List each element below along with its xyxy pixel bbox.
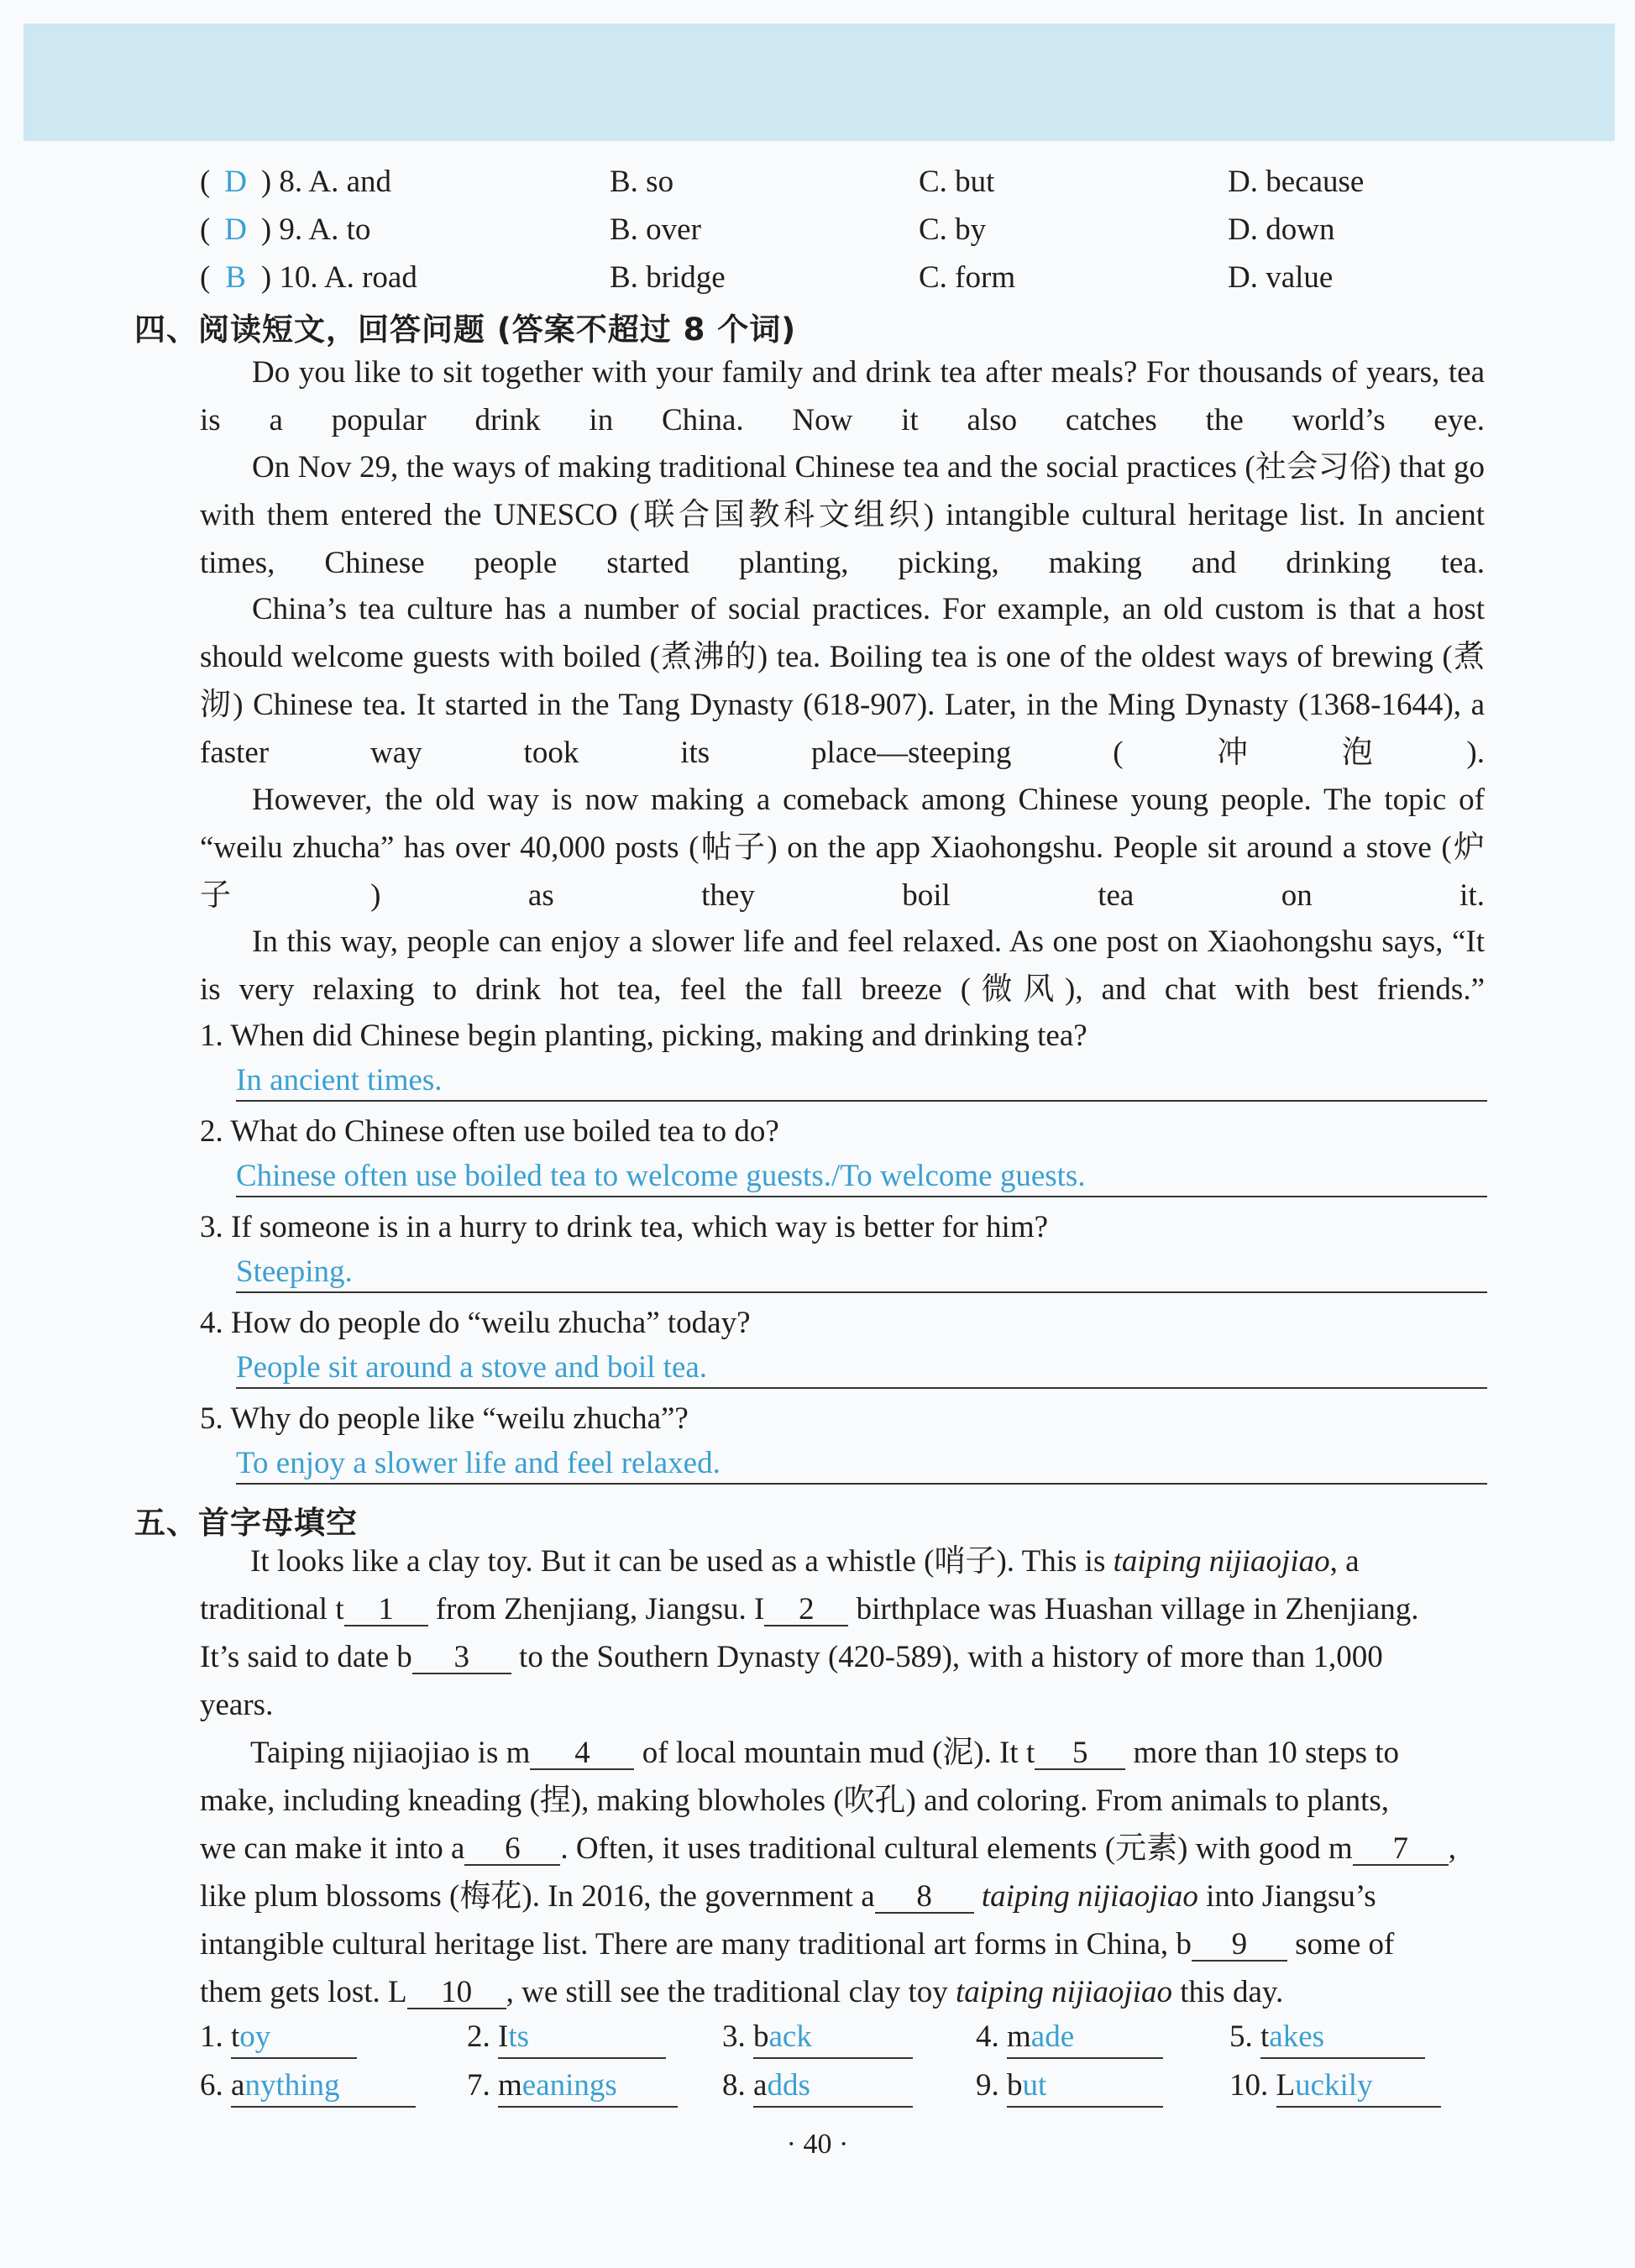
mc-option-c: C. form (919, 260, 1016, 295)
reading-paragraph-1: Do you like to sit together with your family and drink tea after meals? For thousands of years, tea is a popular drink in China. Now it also catches the world’s eye. (200, 355, 1485, 437)
blank-4: 4 (530, 1738, 634, 1770)
answer-text: Steeping. (236, 1254, 353, 1289)
answer-line-3[interactable] (236, 1253, 1487, 1293)
mc-option-c: C. but (919, 165, 995, 199)
mc-option-a: A. and (308, 165, 392, 199)
mc-option-b: B. so (610, 165, 674, 199)
reading-paragraph-5: In this way, people can enjoy a slower life and feel relaxed. As one post on Xiaohongshu says, “It is very relaxing to drink hot tea, feel the fall breeze (微风), and chat with best friends.” (200, 924, 1485, 1007)
question-5: 5. Why do people like “weilu zhucha”? (200, 1401, 689, 1436)
answer-line-1[interactable] (236, 1061, 1487, 1102)
mc-option-a: A. road (323, 260, 417, 295)
fill-answer-2[interactable]: 2. Its (467, 2017, 666, 2059)
answer-text: In ancient times. (236, 1063, 443, 1097)
fill-answer-7[interactable]: 7. meanings (467, 2066, 678, 2108)
blank-5: 5 (1035, 1738, 1125, 1770)
mc-answer: D (224, 165, 247, 199)
mc-row-10: ( B ) 10. A. road (200, 258, 417, 298)
blank-3: 3 (412, 1642, 511, 1674)
mc-number: 8. (279, 165, 303, 199)
reading-paragraph-4: However, the old way is now making a comeback among Chinese young people. The topic of “weilu zhucha” has over 40,000 posts (帖子) on the app Xiaohongshu. People sit around a stove (炉子) as they boil tea on it. (200, 783, 1485, 913)
cloze-line-2: traditional t 1 from Zhenjiang, Jiangsu. I 2 birthplace was Huashan village in Zhenjiang. (200, 1592, 1419, 1626)
reading-paragraph-2: On Nov 29, the ways of making traditional Chinese tea and the social practices (社会习俗) that go with them entered the UNESCO (联合国教科文组织) intangible cultural heritage list. In ancient times, Chinese people started planting, picking, making and drinking tea. (200, 450, 1485, 580)
answer-text: Chinese often use boiled tea to welcome guests./To welcome guests. (236, 1159, 1086, 1193)
answer-line-2[interactable] (236, 1157, 1487, 1197)
mc-option-b: B. over (610, 212, 701, 247)
cloze-line-1: It looks like a clay toy. But it can be used as a whistle (哨子). This is taiping nijiaojiao, a (250, 1544, 1360, 1579)
mc-number: 10. (279, 260, 318, 295)
cloze-line-8: like plum blossoms (梅花). In 2016, the government a 8 taiping nijiaojiao into Jiangsu’s (200, 1879, 1376, 1914)
fill-answer-5[interactable]: 5. takes (1229, 2017, 1425, 2059)
cloze-line-9: intangible cultural heritage list. There are many traditional art forms in China, b 9 some of (200, 1927, 1395, 1962)
fill-answer-10[interactable]: 10. Luckily (1229, 2066, 1441, 2108)
mc-number: 9. (279, 212, 303, 247)
cloze-line-3: It’s said to date b 3 to the Southern Dynasty (420-589), with a history of more than 1,000 (200, 1640, 1383, 1674)
section-heading-reading: 四、阅读短文，回答问题 (答案不超过 8 个词) (134, 312, 797, 348)
blank-1: 1 (344, 1595, 428, 1626)
mc-option-c: C. by (919, 212, 987, 247)
cloze-line-4: years. (200, 1688, 274, 1722)
question-4: 4. How do people do “weilu zhucha” today? (200, 1306, 751, 1340)
blank-2: 2 (764, 1595, 848, 1626)
mc-row-9: ( D ) 9. A. to (200, 210, 370, 250)
answer-text: To enjoy a slower life and feel relaxed. (236, 1446, 721, 1480)
page-number: · 40 · (786, 2129, 849, 2160)
mc-option-d: D. value (1228, 260, 1334, 295)
fill-answer-6[interactable]: 6. anything (200, 2066, 416, 2108)
mc-option-a: A. to (308, 212, 371, 247)
fill-answer-4[interactable]: 4. made (976, 2017, 1163, 2059)
question-1: 1. When did Chinese begin planting, picking, making and drinking tea? (200, 1019, 1087, 1053)
blank-9: 9 (1192, 1930, 1287, 1962)
question-2: 2. What do Chinese often use boiled tea to do? (200, 1114, 779, 1149)
cloze-line-10: them gets lost. L 10 , we still see the traditional clay toy taiping nijiaojiao this day. (200, 1975, 1284, 2009)
mc-row-8: ( D ) 8. A. and (200, 162, 391, 202)
reading-paragraph-3: China’s tea culture has a number of social practices. For example, an old custom is that a host should welcome guests with boiled (煮沸的) tea. Boiling tea is one of the oldest ways of brewing (煮沏) Chinese tea. It started in the Tang Dynasty (618-907). Later, in the Ming Dynasty (1368-1644), a faster way took its place—steeping (冲泡). (200, 592, 1485, 770)
section-heading-initial-letter: 五、首字母填空 (134, 1505, 358, 1541)
blank-8: 8 (875, 1882, 974, 1914)
answer-line-5[interactable] (236, 1444, 1487, 1485)
mc-answer: D (224, 212, 247, 247)
mc-option-d: D. down (1228, 212, 1335, 247)
fill-answer-9[interactable]: 9. but (976, 2066, 1163, 2108)
blank-6: 6 (464, 1834, 560, 1866)
answer-line-4[interactable] (236, 1349, 1487, 1389)
cloze-line-5: Taiping nijiaojiao is m 4 of local mountain mud (泥). It t 5 more than 10 steps to (250, 1736, 1400, 1770)
fill-answer-3[interactable]: 3. back (722, 2017, 913, 2059)
mc-answer: B (225, 260, 246, 295)
fill-answer-1[interactable]: 1. toy (200, 2017, 357, 2059)
mc-option-d: D. because (1228, 165, 1365, 199)
blank-10: 10 (407, 1977, 506, 2009)
mc-option-b: B. bridge (610, 260, 726, 295)
blank-7: 7 (1353, 1834, 1449, 1866)
cloze-line-6: make, including kneading (捏), making blowholes (吹孔) and coloring. From animals to plants, (200, 1783, 1390, 1818)
question-3: 3. If someone is in a hurry to drink tea, which way is better for him? (200, 1210, 1049, 1244)
answer-text: People sit around a stove and boil tea. (236, 1350, 708, 1385)
fill-answer-8[interactable]: 8. adds (722, 2066, 913, 2108)
cloze-line-7: we can make it into a 6 . Often, it uses traditional cultural elements (元素) with good m 7 , (200, 1831, 1456, 1866)
